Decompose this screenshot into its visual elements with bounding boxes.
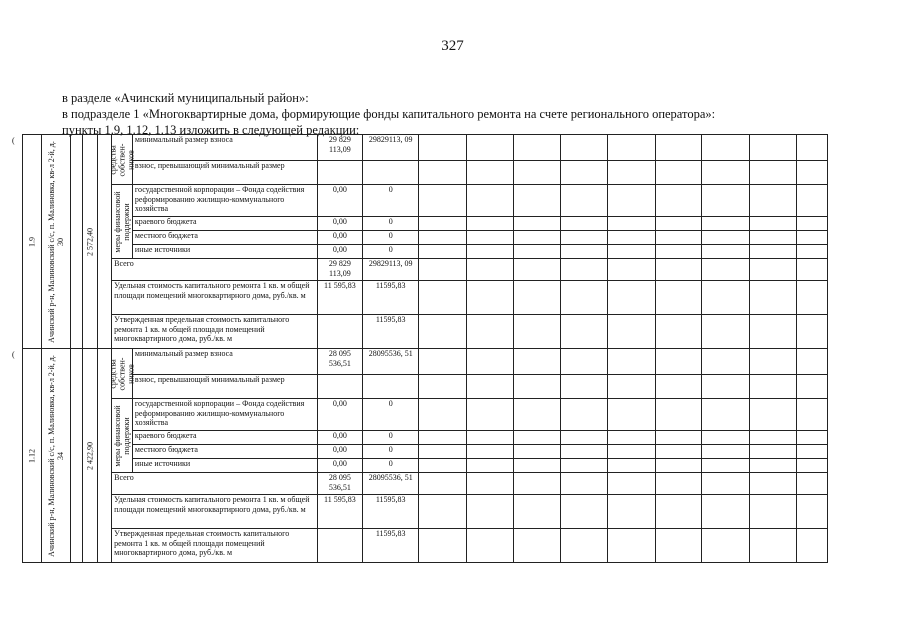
label: Всего: [112, 259, 317, 281]
value-a: 0,00: [317, 431, 363, 445]
empty-cell: [419, 375, 467, 399]
empty-cell: [750, 217, 797, 231]
empty-cell: [513, 473, 561, 495]
empty-cell: [513, 349, 561, 375]
value-b: 28095536, 51: [363, 473, 419, 495]
address: Ачинский р-н, Малиновский с/с, п. Малиновка, кв-л 2-й, д. 34: [41, 349, 70, 563]
empty-cell: [655, 349, 702, 375]
empty-cell: [796, 399, 827, 431]
empty-cell: [466, 375, 513, 399]
table-row: [23, 399, 828, 431]
empty-cell: [796, 445, 827, 459]
empty-cell: [655, 217, 702, 231]
empty-cell: [561, 431, 608, 445]
empty-cell: [796, 185, 827, 217]
empty-cell: [419, 185, 467, 217]
empty-cell: [702, 231, 750, 245]
empty-cell: [655, 445, 702, 459]
table-row: [23, 281, 828, 315]
empty-cell: [513, 445, 561, 459]
empty-cell: [655, 315, 702, 349]
empty-cell: [561, 529, 608, 563]
own-funds-label: средства собствен-ников: [112, 349, 133, 399]
empty-cell: [607, 399, 655, 431]
empty-cell: [466, 459, 513, 473]
label: взнос, превышающий минимальный размер: [132, 161, 317, 185]
empty-cell: [466, 315, 513, 349]
value-a: 0,00: [317, 399, 363, 431]
empty-cell: [655, 185, 702, 217]
empty-cell: [607, 349, 655, 375]
empty-cell: [466, 185, 513, 217]
empty-cell: [655, 431, 702, 445]
empty-cell: [419, 259, 467, 281]
empty-cell: [607, 529, 655, 563]
table-row: [23, 459, 828, 473]
empty-cell: [419, 281, 467, 315]
label: краевого бюджета: [132, 431, 317, 445]
value-a: 11 595,83: [317, 495, 363, 529]
value-b: 0: [363, 431, 419, 445]
empty-cell: [607, 375, 655, 399]
value-a: 0,00: [317, 185, 363, 217]
empty-cell: [466, 529, 513, 563]
label: Всего: [112, 473, 317, 495]
empty-cell: [702, 349, 750, 375]
empty-cell: [750, 431, 797, 445]
empty-cell: [561, 473, 608, 495]
empty-cell: [561, 399, 608, 431]
empty-cell: [561, 185, 608, 217]
empty-cell: [702, 281, 750, 315]
label: государственной корпорации – Фонда содействия реформированию жилищно-коммунального хозяйства: [132, 399, 317, 431]
empty-cell: [702, 185, 750, 217]
empty-cell: [419, 349, 467, 375]
empty-cell: [702, 217, 750, 231]
empty-cell: [419, 315, 467, 349]
value-b: 0: [363, 399, 419, 431]
empty-cell: [796, 431, 827, 445]
label: Удельная стоимость капитального ремонта 1 кв. м общей площади помещений многоквартирного дома, руб./кв. м: [112, 495, 317, 529]
empty-cell: [702, 495, 750, 529]
empty-cell: [513, 399, 561, 431]
empty-cell: [655, 459, 702, 473]
empty-cell: [561, 259, 608, 281]
table-row: [23, 315, 828, 349]
table-row: [23, 259, 828, 281]
empty-cell: [655, 473, 702, 495]
empty-cell: [466, 245, 513, 259]
empty-cell: [419, 245, 467, 259]
area: 2 422,90: [83, 349, 98, 563]
margin-mark: (: [12, 350, 15, 359]
empty-cell: [750, 259, 797, 281]
empty-cell: [513, 431, 561, 445]
empty-cell: [513, 315, 561, 349]
empty-cell: [561, 281, 608, 315]
area: 2 572,40: [83, 135, 98, 349]
empty-cell: [750, 185, 797, 217]
empty-cell: [750, 375, 797, 399]
empty-cell: [702, 459, 750, 473]
value-a: 28 095 536,51: [317, 349, 363, 375]
empty-cell: [466, 399, 513, 431]
label: Утвержденная предельная стоимость капитального ремонта 1 кв. м общей площади помещений многоквартирного дома, руб./кв. м: [112, 529, 317, 563]
empty-cell: [607, 431, 655, 445]
empty-cell: [513, 459, 561, 473]
support-label: меры финансовой поддержки: [112, 399, 133, 473]
empty-cell: [466, 281, 513, 315]
value-a: 29 829 113,09: [317, 135, 363, 161]
empty-cell: [607, 135, 655, 161]
empty-cell: [607, 495, 655, 529]
empty-cell: [796, 217, 827, 231]
empty-cell: [466, 259, 513, 281]
empty-cell: [702, 473, 750, 495]
empty-cell: [796, 281, 827, 315]
empty-cell: [70, 135, 82, 349]
empty-cell: [419, 473, 467, 495]
empty-cell: [513, 245, 561, 259]
empty-cell: [655, 135, 702, 161]
empty-cell: [513, 161, 561, 185]
empty-cell: [513, 135, 561, 161]
intro-text: [62, 90, 715, 138]
intro-line: пункты 1.9, 1.12, 1.13 изложить в следующей редакции:: [62, 123, 360, 137]
own-funds-label: средства собствен-ников: [112, 135, 133, 185]
empty-cell: [419, 445, 467, 459]
table-row: [23, 529, 828, 563]
empty-cell: [513, 217, 561, 231]
label: краевого бюджета: [132, 217, 317, 231]
empty-cell: [796, 529, 827, 563]
table-row: [23, 135, 828, 161]
empty-cell: [796, 231, 827, 245]
value-b: 11595,83: [363, 495, 419, 529]
empty-cell: [655, 231, 702, 245]
value-b: 29829113, 09: [363, 135, 419, 161]
empty-cell: [561, 459, 608, 473]
label: Утвержденная предельная стоимость капитального ремонта 1 кв. м общей площади помещений многоквартирного дома, руб./кв. м: [112, 315, 317, 349]
empty-cell: [419, 529, 467, 563]
intro-line: в разделе «Ачинский муниципальный район»:: [62, 91, 309, 105]
table-row: [23, 231, 828, 245]
empty-cell: [466, 135, 513, 161]
empty-cell: [796, 349, 827, 375]
table-row: [23, 473, 828, 495]
empty-cell: [561, 245, 608, 259]
empty-cell: [419, 217, 467, 231]
empty-cell: [513, 259, 561, 281]
empty-cell: [513, 231, 561, 245]
empty-cell: [655, 245, 702, 259]
empty-cell: [607, 161, 655, 185]
empty-cell: [466, 161, 513, 185]
empty-cell: [561, 315, 608, 349]
empty-cell: [655, 495, 702, 529]
table-row: [23, 495, 828, 529]
empty-cell: [750, 399, 797, 431]
empty-cell: [607, 459, 655, 473]
empty-cell: [466, 217, 513, 231]
empty-cell: [561, 375, 608, 399]
capital-repair-table: [22, 134, 828, 563]
empty-cell: [561, 217, 608, 231]
empty-cell: [607, 473, 655, 495]
empty-cell: [466, 231, 513, 245]
value-a: 0,00: [317, 217, 363, 231]
value-a: [317, 529, 363, 563]
empty-cell: [419, 431, 467, 445]
empty-cell: [750, 281, 797, 315]
empty-cell: [513, 281, 561, 315]
empty-cell: [466, 349, 513, 375]
empty-cell: [655, 161, 702, 185]
empty-cell: [702, 135, 750, 161]
table-row: [23, 185, 828, 217]
empty-cell: [655, 375, 702, 399]
empty-cell: [796, 259, 827, 281]
table-row: [23, 245, 828, 259]
value-b: 29829113, 09: [363, 259, 419, 281]
empty-cell: [466, 445, 513, 459]
empty-cell: [796, 375, 827, 399]
empty-cell: [750, 495, 797, 529]
empty-cell: [796, 473, 827, 495]
empty-cell: [750, 473, 797, 495]
empty-cell: [702, 431, 750, 445]
table-row: [23, 349, 828, 375]
empty-cell: [607, 259, 655, 281]
value-b: 0: [363, 445, 419, 459]
empty-cell: [561, 445, 608, 459]
empty-cell: [750, 161, 797, 185]
empty-cell: [750, 245, 797, 259]
empty-cell: [702, 315, 750, 349]
empty-cell: [561, 161, 608, 185]
empty-cell: [750, 135, 797, 161]
empty-cell: [796, 459, 827, 473]
empty-cell: [607, 445, 655, 459]
value-b: 11595,83: [363, 529, 419, 563]
value-b: 0: [363, 231, 419, 245]
empty-cell: [655, 259, 702, 281]
value-a: 0,00: [317, 245, 363, 259]
empty-cell: [561, 231, 608, 245]
label: минимальный размер взноса: [132, 135, 317, 161]
empty-cell: [513, 375, 561, 399]
value-a: 29 829 113,09: [317, 259, 363, 281]
empty-cell: [796, 495, 827, 529]
value-a: 0,00: [317, 459, 363, 473]
empty-cell: [466, 431, 513, 445]
value-b: 11595,83: [363, 281, 419, 315]
empty-cell: [702, 161, 750, 185]
empty-cell: [419, 459, 467, 473]
empty-cell: [796, 315, 827, 349]
value-a: 0,00: [317, 445, 363, 459]
empty-cell: [702, 399, 750, 431]
empty-cell: [70, 349, 82, 563]
label: местного бюджета: [132, 445, 317, 459]
empty-cell: [466, 495, 513, 529]
row-number: 1.9: [23, 135, 42, 349]
value-a: [317, 315, 363, 349]
empty-cell: [796, 245, 827, 259]
empty-cell: [655, 529, 702, 563]
empty-cell: [702, 375, 750, 399]
table-row: [23, 445, 828, 459]
empty-cell: [750, 529, 797, 563]
empty-cell: [513, 495, 561, 529]
empty-cell: [750, 459, 797, 473]
value-a: 11 595,83: [317, 281, 363, 315]
empty-cell: [655, 281, 702, 315]
value-b: 11595,83: [363, 315, 419, 349]
empty-cell: [561, 349, 608, 375]
empty-cell: [702, 245, 750, 259]
label: минимальный размер взноса: [132, 349, 317, 375]
empty-cell: [655, 399, 702, 431]
label: иные источники: [132, 459, 317, 473]
empty-cell: [702, 445, 750, 459]
empty-cell: [419, 231, 467, 245]
empty-cell: [607, 315, 655, 349]
table-row: [23, 217, 828, 231]
table-row: [23, 431, 828, 445]
empty-cell: [419, 135, 467, 161]
value-b: 0: [363, 217, 419, 231]
empty-cell: [419, 399, 467, 431]
page-number: 327: [441, 38, 464, 54]
label: иные источники: [132, 245, 317, 259]
value-a: 28 095 536,51: [317, 473, 363, 495]
value-b: 28095536, 51: [363, 349, 419, 375]
empty-cell: [750, 231, 797, 245]
table-row: [23, 375, 828, 399]
empty-cell: [561, 135, 608, 161]
empty-cell: [466, 473, 513, 495]
empty-cell: [702, 259, 750, 281]
address: Ачинский р-н, Малиновский с/с, п. Малиновка, кв-л 2-й, д. 30: [41, 135, 70, 349]
empty-cell: [419, 495, 467, 529]
empty-cell: [513, 185, 561, 217]
label: местного бюджета: [132, 231, 317, 245]
empty-cell: [561, 495, 608, 529]
empty-cell: [702, 529, 750, 563]
empty-cell: [419, 161, 467, 185]
empty-cell: [796, 135, 827, 161]
label: Удельная стоимость капитального ремонта 1 кв. м общей площади помещений многоквартирного дома, руб./кв. м: [112, 281, 317, 315]
value-b: 0: [363, 459, 419, 473]
row-number: 1.12: [23, 349, 42, 563]
value-b: 0: [363, 185, 419, 217]
empty-cell: [750, 315, 797, 349]
empty-cell: [513, 529, 561, 563]
table-row: [23, 161, 828, 185]
support-label: меры финансовой поддержки: [112, 185, 133, 259]
value-a: 0,00: [317, 231, 363, 245]
empty-cell: [607, 231, 655, 245]
empty-cell: [607, 185, 655, 217]
intro-line: в подразделе 1 «Многоквартирные дома, формирующие фонды капитального ремонта на счете регионального оператора»:: [62, 107, 716, 121]
value-b: 0: [363, 245, 419, 259]
empty-cell: [796, 161, 827, 185]
label: государственной корпорации – Фонда содействия реформированию жилищно-коммунального хозяйства: [132, 185, 317, 217]
label: взнос, превышающий минимальный размер: [132, 375, 317, 399]
empty-cell: [607, 217, 655, 231]
empty-cell: [750, 349, 797, 375]
empty-cell: [750, 445, 797, 459]
empty-cell: [607, 281, 655, 315]
empty-cell: [607, 245, 655, 259]
margin-mark: (: [12, 136, 15, 145]
